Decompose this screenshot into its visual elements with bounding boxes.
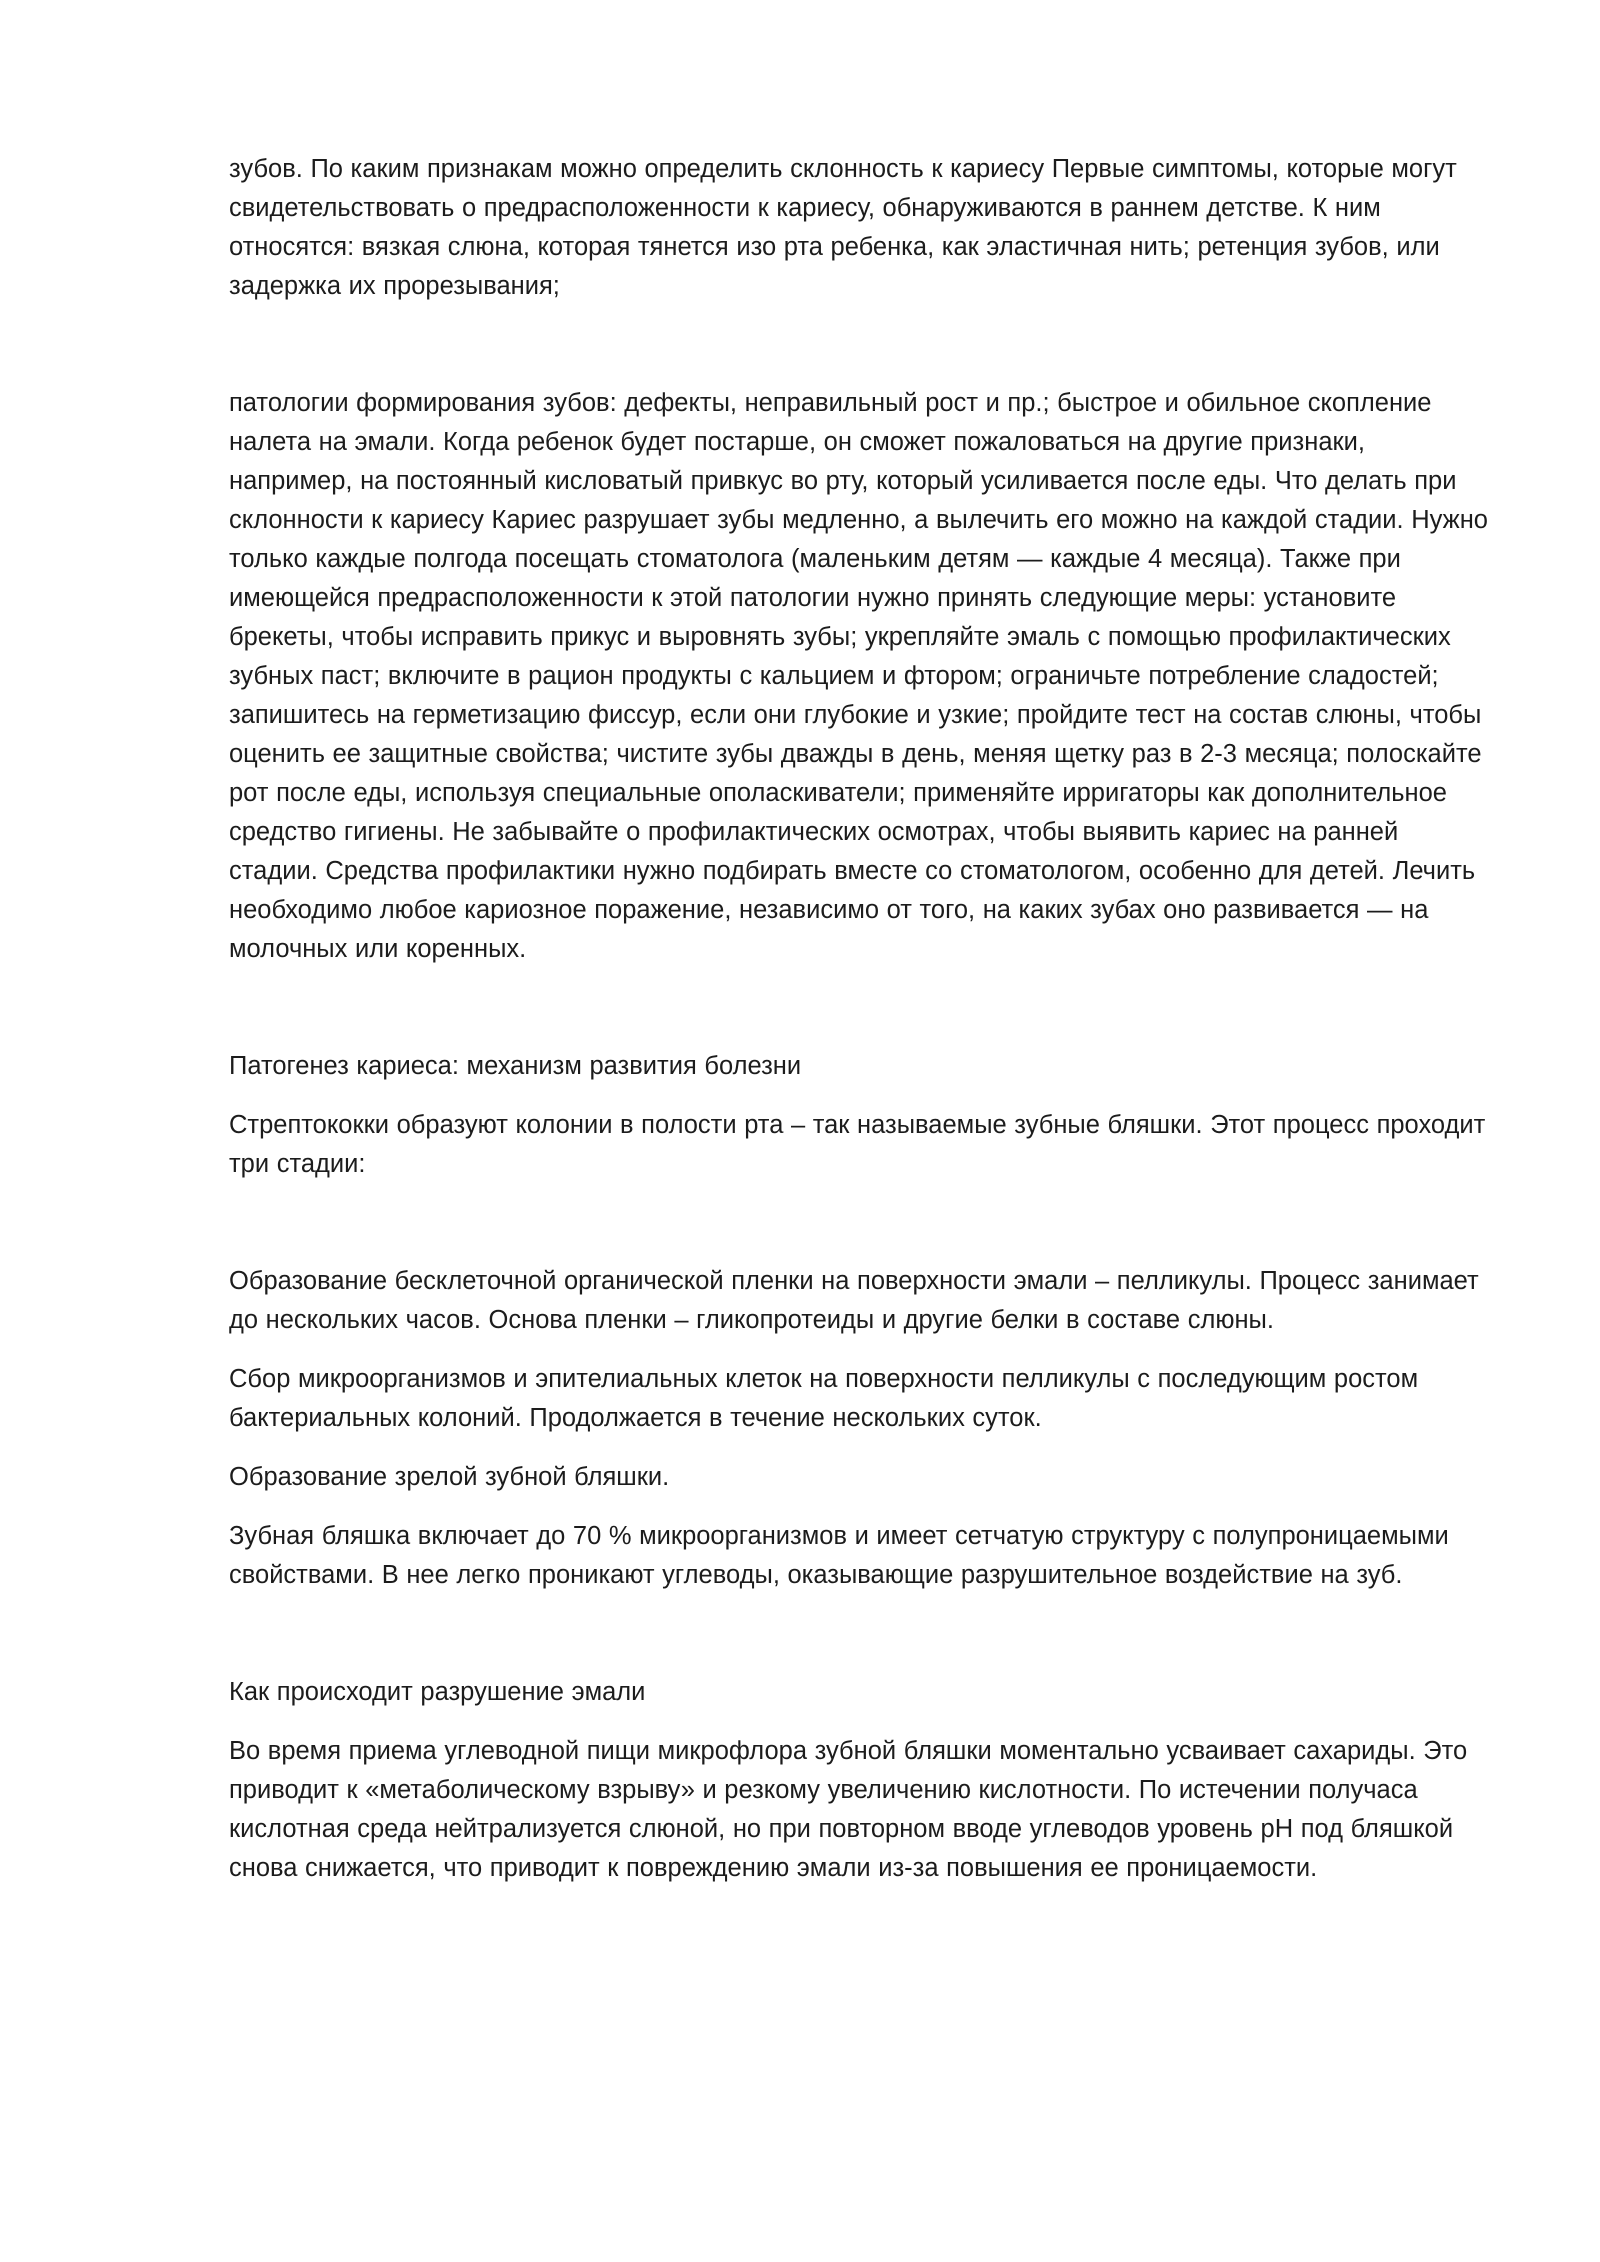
document-page: [229, 150, 1489, 1888]
paragraph-predisposition-signs: зубов. По каким признакам можно определить склонность к кариесу Первые симптомы, которые могут свидетельствовать о предрасположенности к кариесу, обнаруживаются в раннем детстве. К ним относятся: вязкая слюна, которая тянется изо рта ребенка, как эластичная нить; ретенция зубов, или задержка их прорезывания;: [229, 155, 1457, 300]
paragraph-stage-pellicle: Образование бесклеточной органической пленки на поверхности эмали – пелликулы. Процесс занимает до нескольких часов. Основа пленки – гликопротеиды и другие белки в составе слюны.: [229, 1267, 1479, 1334]
heading-enamel-destruction: Как происходит разрушение эмали: [229, 1678, 646, 1706]
paragraph-streptococci: Стрептококки образуют колонии в полости рта – так называемые зубные бляшки. Этот процесс проходит три стадии:: [229, 1111, 1486, 1178]
paragraph-enamel-mechanism: Во время приема углеводной пищи микрофлора зубной бляшки моментально усваивает сахариды. Это приводит к «метаболическому взрыву» и резкому увеличению кислотности. По истечении получаса кислотная среда нейтрализуется слюной, но при повторном вводе углеводов уровень рН под бляшкой снова снижается, что приводит к повреждению эмали из-за повышения ее проницаемости.: [229, 1737, 1468, 1882]
paragraph-prevention-measures: патологии формирования зубов: дефекты, неправильный рост и пр.; быстрое и обильное скопление налета на эмали. Когда ребенок будет постарше, он сможет пожаловаться на другие признаки, например, на постоянный кисловатый привкус во рту, который усиливается после еды. Что делать при склонности к кариесу Кариес разрушает зубы медленно, а вылечить его можно на каждой стадии. Нужно только каждые полгода посещать стоматолога (маленьким детям — каждые 4 месяца). Также при имеющейся предрасположенности к этой патологии нужно принять следующие меры: установите брекеты, чтобы исправить прикус и выровнять зубы; укрепляйте эмаль с помощью профилактических зубных паст; включите в рацион продукты с кальцием и фтором; ограничьте потребление сладостей; запишитесь на герметизацию фиссур, если они глубокие и узкие; пройдите тест на состав слюны, чтобы оценить ее защитные свойства; чистите зубы дважды в день, меняя щетку раз в 2-3 месяца; полоскайте рот после еды, используя специальные ополаскиватели; применяйте ирригаторы как дополнительное средство гигиены. Не забывайте о профилактических осмотрах, чтобы выявить кариес на ранней стадии. Средства профилактики нужно подбирать вместе со стоматологом, особенно для детей. Лечить необходимо любое кариозное поражение, независимо от того, на каких зубах оно развивается — на молочных или коренных.: [229, 389, 1488, 963]
heading-pathogenesis: Патогенез кариеса: механизм развития болезни: [229, 1052, 802, 1080]
paragraph-stage-colonies: Сбор микроорганизмов и эпителиальных клеток на поверхности пелликулы с последующим ростом бактериальных колоний. Продолжается в течение нескольких суток.: [229, 1365, 1419, 1432]
paragraph-stage-mature-plaque: Образование зрелой зубной бляшки.: [229, 1463, 670, 1491]
paragraph-plaque-composition: Зубная бляшка включает до 70 % микроорганизмов и имеет сетчатую структуру с полупроницаемыми свойствами. В нее легко проникают углеводы, оказывающие разрушительное воздействие на зуб.: [229, 1522, 1449, 1589]
